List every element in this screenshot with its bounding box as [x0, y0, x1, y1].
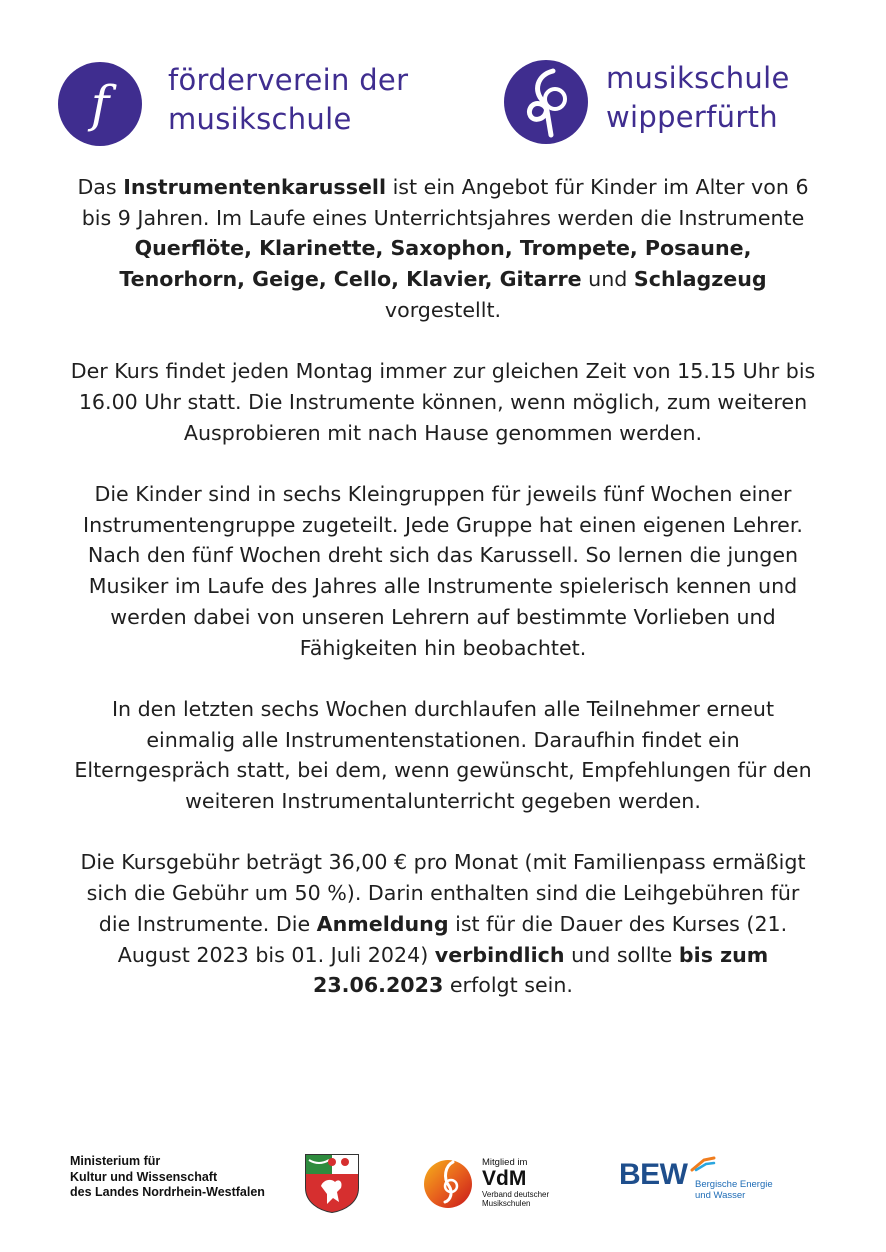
- musikschule-logo-text: [606, 59, 790, 137]
- paragraph-final-weeks: In den letzten sechs Wochen durchlaufen alle Teilnehmer erneut einmalig alle Instrumentenstationen. Daraufhin findet ein Elterngespräch statt, bei dem, wenn gewünscht, Empfehlungen für den weiteren Instrumentalunterricht gegeben werden.: [74, 696, 812, 814]
- foerderverein-logo-line1: förderverein der: [168, 63, 409, 97]
- intro-text-a: Das: [77, 175, 124, 199]
- bew-sub-line2: und Wasser: [695, 1189, 746, 1201]
- paragraph-fees: [70, 847, 816, 1001]
- ministry-line3: des Landes Nordrhein-Westfalen: [70, 1185, 265, 1199]
- intro-text-c: ist ein Angebot für Kinder im Alter von 6 bis 9 Jahren. Im Laufe eines Unterrichtsjahres werden die Instrumente: [81, 175, 809, 230]
- header: [0, 55, 886, 155]
- paragraph-groups: Die Kinder sind in sechs Kleingruppen für jeweils fünf Wochen einer Instrumentengruppe zugeteilt. Jede Gruppe hat einen eigenen Lehrer. Nach den fünf Wochen dreht sich das Karussell. So lernen die jungen Musiker im Laufe des Jahres alle Instrumente spielerisch kennen und werden dabei von unseren Lehrern auf bestimmte Vorlieben und Fähigkeiten hin beobachtet.: [83, 482, 803, 660]
- intro-text-e: und: [581, 267, 634, 292]
- foerderverein-logo-icon: [57, 61, 143, 147]
- musikschule-logo-line1: musikschule: [606, 61, 790, 95]
- musikschule-logo-icon: [503, 59, 589, 145]
- fees-text-e: und sollte: [564, 942, 679, 967]
- vdm-logo-text: [482, 1158, 549, 1208]
- intro-bold-karussell: Instrumentenkarussell: [123, 175, 387, 199]
- nrw-coat-of-arms-icon: [303, 1152, 361, 1214]
- svg-text:f: f: [90, 75, 110, 133]
- musikschule-logo-line2: wipperfürth: [606, 100, 778, 134]
- foerderverein-logo-text: [168, 61, 408, 139]
- bew-logo-text: BEW: [619, 1158, 688, 1191]
- sponsor-footer: [0, 1148, 886, 1218]
- fees-bold-verbindlich: verbindlich: [434, 942, 565, 967]
- intro-text-g: vorgestellt.: [384, 297, 502, 322]
- bew-subtitle: [695, 1180, 773, 1201]
- flyer-body: [70, 172, 816, 1032]
- vdm-member-label: Mitglied im: [482, 1157, 528, 1168]
- bew-swoosh-icon: [690, 1156, 716, 1172]
- fees-text-c: ist für die Dauer des Kurses (21. August 2023 bis 01. Juli 2024): [117, 911, 788, 967]
- ministry-logo-text: [70, 1154, 265, 1201]
- fees-bold-anmeldung: Anmeldung: [316, 911, 449, 936]
- ministry-line2: Kultur und Wissenschaft: [70, 1169, 218, 1184]
- foerderverein-logo-line2: musikschule: [168, 102, 352, 136]
- fees-text-g: erfolgt sein.: [443, 973, 573, 998]
- vdm-acronym: VdM: [482, 1167, 527, 1190]
- fees-text-a: Die Kursgebühr beträgt 36,00 € pro Monat (mit Familienpass ermäßigt sich die Gebühr um 50 %). Darin enthalten sind die Leihgebühren für die Instrumente. Die: [80, 850, 806, 936]
- intro-bold-schlagzeug: Schlagzeug: [633, 267, 767, 292]
- fees-bold-deadline: bis zum 23.06.2023: [313, 942, 769, 998]
- intro-bold-instruments: Querflöte, Klarinette, Saxophon, Trompete, Posaune, Tenorhorn, Geige, Cello, Klavier, Gitarre: [119, 236, 752, 292]
- vdm-sub-line2: Musikschulen: [482, 1199, 531, 1208]
- bew-sub-line1: Bergische Energie: [695, 1179, 773, 1190]
- ministry-line1: Ministerium für: [70, 1154, 161, 1168]
- paragraph-schedule: Der Kurs findet jeden Montag immer zur gleichen Zeit von 15.15 Uhr bis 16.00 Uhr statt. Die Instrumente können, wenn möglich, zum weiteren Ausprobieren mit nach Hause genommen werden.: [70, 359, 816, 445]
- paragraph-intro: [70, 172, 816, 326]
- vdm-sub-line1: Verband deutscher: [482, 1190, 550, 1199]
